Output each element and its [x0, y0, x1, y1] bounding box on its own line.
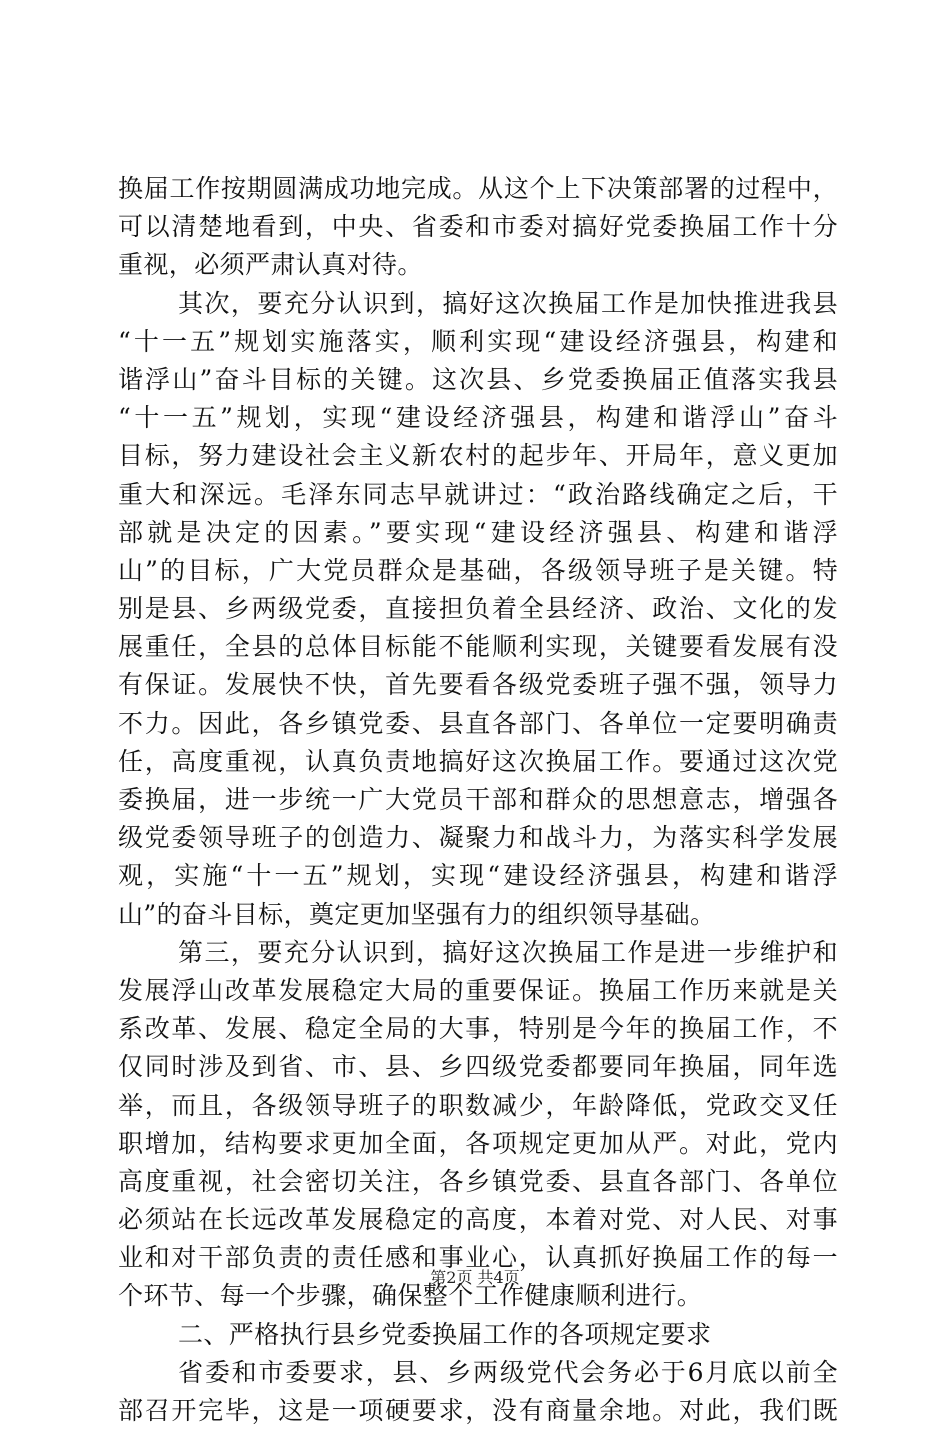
- text-line: 业和对干部负责的责任感和事业心，认真抓好换届工作的每一: [118, 1243, 838, 1273]
- text-line: 可以清楚地看到，中央、省委和市委对搞好党委换届工作十分: [118, 212, 838, 242]
- text-line: 展重任，全县的总体目标能不能顺利实现，关键要看发展有没: [118, 632, 838, 662]
- text-line: 系改革、发展、稳定全局的大事，特别是今年的换届工作，不: [118, 1014, 838, 1044]
- text-line: 有保证。发展快不快，首先要看各级党委班子强不强，领导力: [118, 670, 838, 700]
- text-line: 个环节、每一个步骤，确保整个工作健康顺利进行。: [118, 1281, 703, 1311]
- text-line: 其次，要充分认识到，搞好这次换届工作是加快推进我县: [178, 288, 838, 318]
- text-line: 不力。因此，各乡镇党委、县直各部门、各单位一定要明确责: [118, 708, 838, 738]
- text-line: 山”的目标，广大党员群众是基础，各级领导班子是关键。特: [118, 555, 838, 585]
- text-line: 任，高度重视，认真负责地搞好这次换届工作。要通过这次党: [118, 746, 838, 776]
- text-line: 山”的奋斗目标，奠定更加坚强有力的组织领导基础。: [118, 899, 716, 929]
- text-line: 高度重视，社会密切关注，各乡镇党委、县直各部门、各单位: [118, 1166, 838, 1196]
- text-line: “十一五”规划，实现“建设经济强县，构建和谐浮山”奋斗: [118, 403, 838, 433]
- text-line: 重视，必须严肃认真对待。: [118, 250, 423, 280]
- text-line: 级党委领导班子的创造力、凝聚力和战斗力，为落实科学发展: [118, 823, 838, 853]
- text-line: 别是县、乡两级党委，直接担负着全县经济、政治、文化的发: [118, 594, 838, 624]
- text-line: 部召开完毕，这是一项硬要求，没有商量余地。对此，我们既: [118, 1396, 838, 1425]
- text-line: 目标，努力建设社会主义新农村的起步年、开局年，意义更加: [118, 441, 838, 471]
- text-line: 第三，要充分认识到，搞好这次换届工作是进一步维护和: [178, 937, 838, 967]
- text-line: 举，而且，各级领导班子的职数减少，年龄降低，党政交叉任: [118, 1090, 838, 1120]
- text-line: 省委和市委要求，县、乡两级党代会务必于6月底以前全: [178, 1357, 838, 1387]
- text-line: 必须站在长远改革发展稳定的高度，本着对党、对人民、对事: [118, 1205, 838, 1235]
- text-line: 职增加，结构要求更加全面，各项规定更加从严。对此，党内: [118, 1128, 838, 1158]
- text-line: “十一五”规划实施落实，顺利实现“建设经济强县，构建和: [118, 326, 838, 356]
- text-line: 发展浮山改革发展稳定大局的重要保证。换届工作历来就是关: [118, 975, 838, 1005]
- page-footer: 第2页 共4页: [430, 1268, 520, 1287]
- text-line: 仅同时涉及到省、市、县、乡四级党委都要同年换届，同年选: [118, 1052, 838, 1082]
- text-line: 谐浮山”奋斗目标的关键。这次县、乡党委换届正值落实我县: [118, 364, 838, 394]
- text-line: 重大和深远。毛泽东同志早就讲过：“政治路线确定之后，干: [118, 479, 838, 509]
- text-line: 二、严格执行县乡党委换届工作的各项规定要求: [178, 1319, 712, 1349]
- text-line: 部就是决定的因素。”要实现“建设经济强县、构建和谐浮: [118, 517, 838, 547]
- text-line: 换届工作按期圆满成功地完成。从这个上下决策部署的过程中，: [118, 174, 838, 203]
- text-line: 委换届，进一步统一广大党员干部和群众的思想意志，增强各: [118, 785, 838, 814]
- document-body: [118, 170, 838, 1430]
- text-line: 观，实施“十一五”规划，实现“建设经济强县，构建和谐浮: [118, 861, 838, 891]
